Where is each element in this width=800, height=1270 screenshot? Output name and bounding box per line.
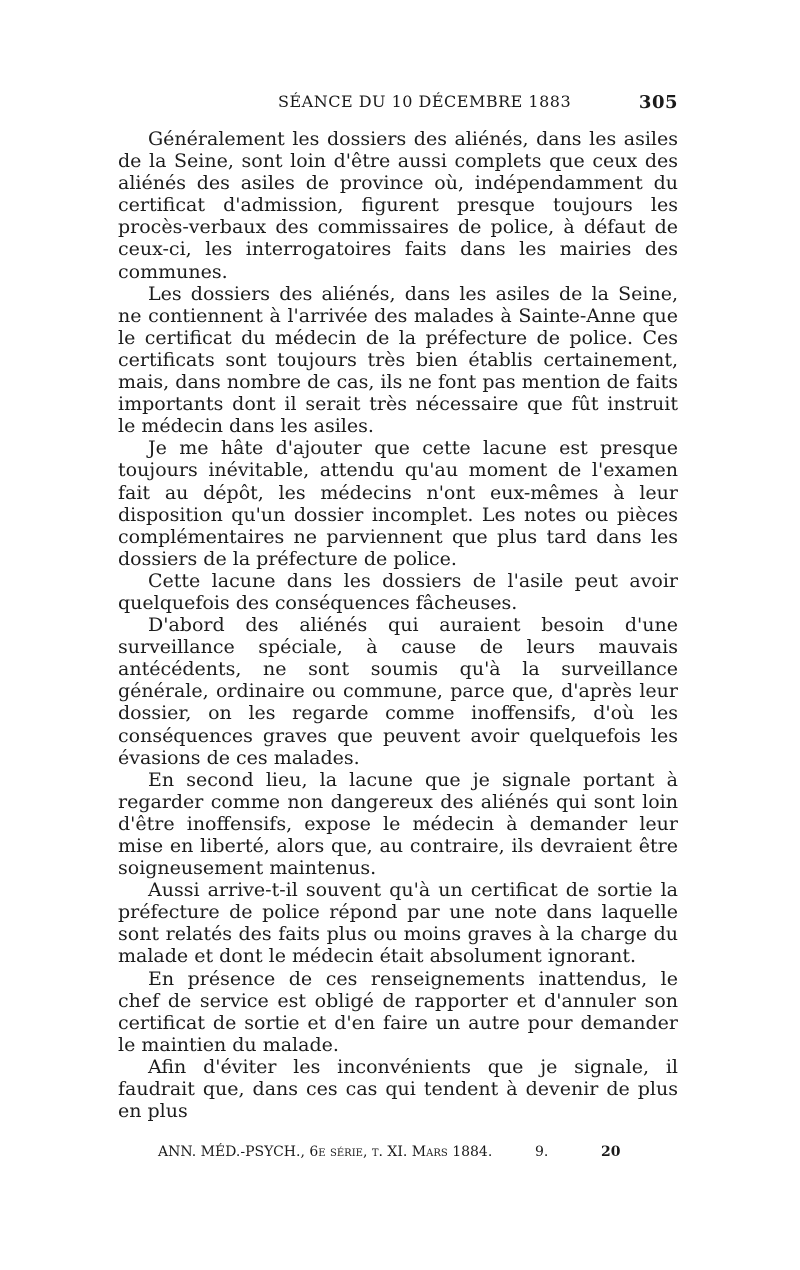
paragraph: Cette lacune dans les dossiers de l'asile peut avoir quelquefois des conséquences fâcheuses. <box>118 569 678 614</box>
paragraph: Afin d'éviter les inconvénients que je signale, il faudrait que, dans ces cas qui tendent à devenir de plus en plus <box>118 1055 678 1123</box>
body-text <box>118 128 678 1122</box>
paragraph: Aussi arrive-t-il souvent qu'à un certificat de sortie la préfecture de police répond par une note dans laquelle sont relatés des faits plus ou moins graves à la charge du malade et dont le médecin était absolument ignorant. <box>118 879 678 968</box>
paragraph: Généralement les dossiers des aliénés, dans les asiles de la Seine, sont loin d'être aussi complets que ceux des aliénés des asiles de province où, indépendamment du certificat d'admission, figurent presque toujours les procès-verbaux des commissaires de police, à défaut de ceux-ci, les interrogatoires faits dans les mairies des communes. <box>118 128 678 283</box>
journal-reference: ANN. MÉD.-PSYCH., 6e série, t. XI. Mars 1884. <box>158 1144 493 1160</box>
paragraph: Les dossiers des aliénés, dans les asiles de la Seine, ne contiennent à l'arrivée des malades à Sainte-Anne que le certificat du médecin de la préfecture de police. Ces certificats sont toujours très bien établis certainement, mais, dans nombre de cas, ils ne font pas mention de faits importants dont il serait très nécessaire que fût instruit le médecin dans les asiles. <box>118 282 678 438</box>
paragraph: En présence de ces renseignements inattendus, le chef de service est obligé de rapporter et d'annuler son certificat de sortie et d'en faire un autre pour demander le maintien du malade. <box>118 967 678 1056</box>
page-number: 305 <box>638 92 678 113</box>
paragraph: D'abord des aliénés qui auraient besoin d'une surveillance spéciale, à cause de leurs mauvais antécédents, ne sont soumis qu'à la surveillance générale, ordinaire ou commune, parce que, d'après leur dossier, on les regarde comme inoffensifs, d'où les conséquences graves que peuvent avoir quelquefois les évasions de ces malades. <box>118 614 678 769</box>
paragraph: Je me hâte d'ajouter que cette lacune est presque toujours inévitable, attendu qu'au moment de l'examen fait au dépôt, les médecins n'ont eux-mêmes à leur disposition qu'un dossier incomplet. Les notes ou pièces complémentaires ne parviennent que plus tard dans les dossiers de la préfecture de police. <box>118 437 678 570</box>
signature-mark: 20 <box>601 1144 621 1160</box>
page-header <box>118 92 678 116</box>
paragraph: En second lieu, la lacune que je signale portant à regarder comme non dangereux des aliénés qui sont loin d'être inoffensifs, expose le médecin à demander leur mise en liberté, alors que, au contraire, ils devraient être soigneusement maintenus. <box>118 768 678 880</box>
running-head: SÉANCE DU 10 DÉCEMBRE 1883 <box>278 92 572 111</box>
sheet-number: 9. <box>535 1144 549 1160</box>
page-footer <box>118 1144 678 1166</box>
